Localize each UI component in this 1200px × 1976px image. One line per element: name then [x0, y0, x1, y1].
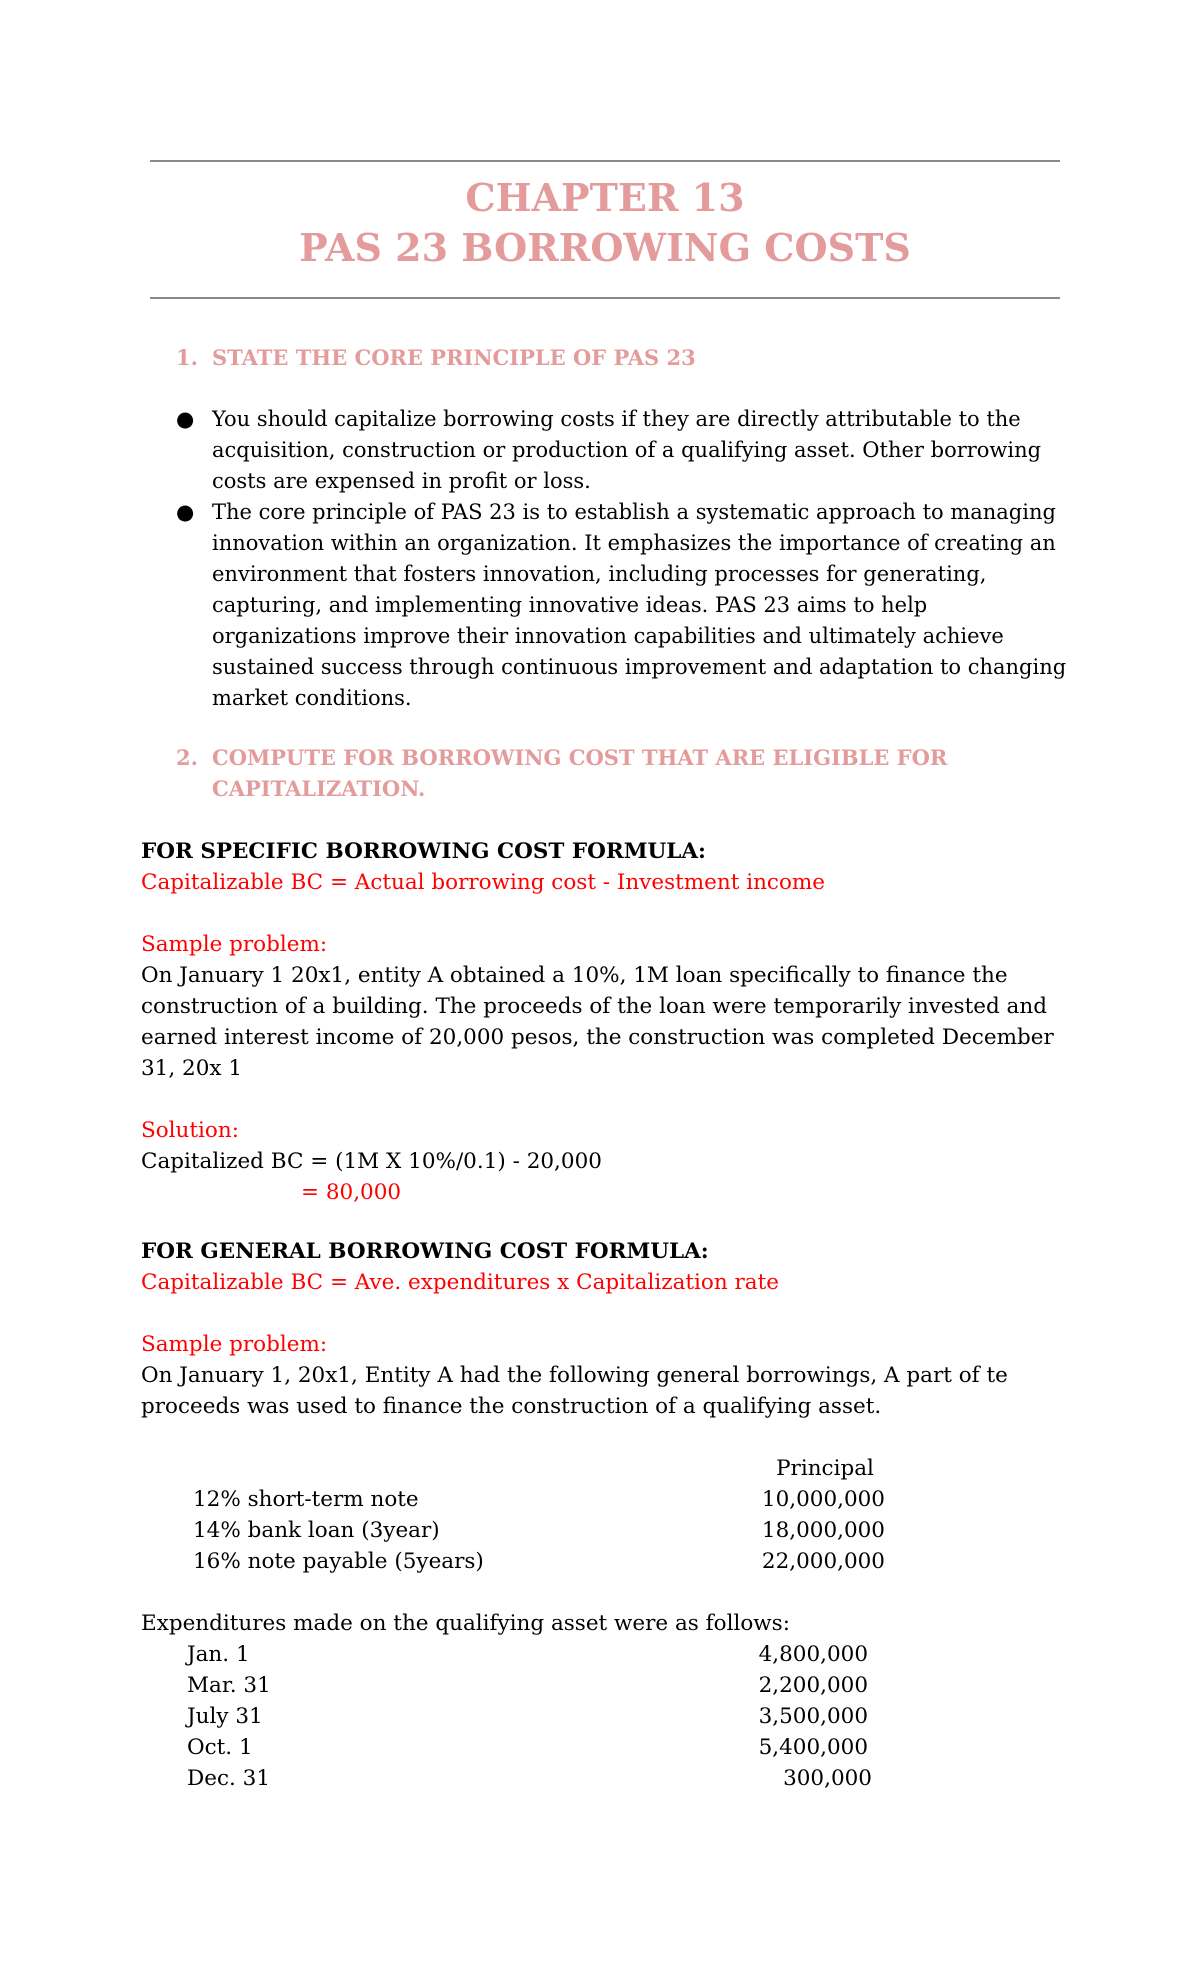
section-title: STATE THE CORE PRINCIPLE OF PAS 23 — [212, 345, 696, 370]
solution-line-2: = 80,000 — [301, 1180, 402, 1205]
bullet-text: The core principle of PAS 23 is to establish a systematic approach to managing innovation within an organization. It emphasizes the importance of creating an environment that fosters innovation, including processes for generating, capturing, and implementing innovative ideas. PAS 23 aims to help organizations improve their innovation capabilities and ultimately achieve sustained success through continuous improvement and adaptation to changing market conditions. — [212, 500, 1067, 710]
expenditure-amount: 3,500,000 — [758, 1704, 868, 1729]
principal-header: Principal — [776, 1456, 874, 1481]
bullet-text: You should capitalize borrowing costs if they are directly attributable to the acquisition, construction or production of a qualifying asset. Other borrowing costs are expensed in profit or loss. — [212, 407, 1042, 493]
general-sample-label: Sample problem: — [141, 1332, 328, 1357]
section-number: 1. — [176, 345, 198, 370]
general-formula: Capitalizable BC = Ave. expenditures x Capitalization rate — [141, 1270, 779, 1295]
borrowing-label: 12% short-term note — [193, 1487, 419, 1512]
specific-sample-text: On January 1 20x1, entity A obtained a 10%, 1M loan specifically to finance the construction of a building. The proceeds of the loan were temporarily invested and earned interest income of 20,000 pesos, the construction was completed December 31, 20x 1 — [141, 963, 1054, 1081]
general-sample-text: On January 1, 20x1, Entity A had the following general borrowings, A part of te proceeds was used to finance the construction of a qualifying asset. — [141, 1363, 1008, 1419]
bottom-divider — [150, 297, 1060, 299]
expenditure-amount: 5,400,000 — [758, 1735, 868, 1760]
specific-formula: Capitalizable BC = Actual borrowing cost - Investment income — [141, 870, 826, 895]
specific-heading: FOR SPECIFIC BORROWING COST FORMULA: — [141, 839, 706, 864]
expenditure-date: Oct. 1 — [187, 1735, 253, 1760]
expenditure-amount: 4,800,000 — [758, 1642, 868, 1667]
top-divider — [150, 160, 1060, 162]
expenditure-amount: 2,200,000 — [758, 1673, 868, 1698]
borrowing-amount: 18,000,000 — [761, 1518, 885, 1543]
section-number: 2. — [176, 745, 198, 770]
borrowing-amount: 10,000,000 — [761, 1487, 885, 1512]
chapter-title: CHAPTER 13 — [465, 175, 745, 220]
borrowing-amount: 22,000,000 — [761, 1549, 885, 1574]
borrowing-label: 16% note payable (5years) — [193, 1549, 484, 1574]
specific-sample-label: Sample problem: — [141, 932, 328, 957]
expenditure-date: July 31 — [187, 1704, 263, 1729]
list-item — [176, 404, 1076, 497]
expenditure-date: Jan. 1 — [187, 1642, 250, 1667]
solution-line-1: Capitalized BC = (1M X 10%/0.1) - 20,000 — [141, 1149, 602, 1174]
solution-label: Solution: — [141, 1118, 239, 1143]
bullet-icon: ● — [176, 407, 195, 431]
list-item — [176, 497, 1076, 714]
general-heading: FOR GENERAL BORROWING COST FORMULA: — [141, 1239, 709, 1264]
bullet-icon: ● — [176, 500, 195, 524]
expenditure-date: Mar. 31 — [187, 1673, 271, 1698]
expenditures-intro: Expenditures made on the qualifying asset were as follows: — [141, 1611, 790, 1636]
bullet-list — [176, 404, 1076, 714]
expenditure-date: Dec. 31 — [187, 1766, 271, 1791]
borrowing-label: 14% bank loan (3year) — [193, 1518, 440, 1543]
chapter-subtitle: PAS 23 BORROWING COSTS — [299, 225, 911, 270]
section-title: COMPUTE FOR BORROWING COST THAT ARE ELIGIBLE FOR CAPITALIZATION. — [212, 745, 948, 801]
expenditure-amount: 300,000 — [783, 1766, 872, 1791]
